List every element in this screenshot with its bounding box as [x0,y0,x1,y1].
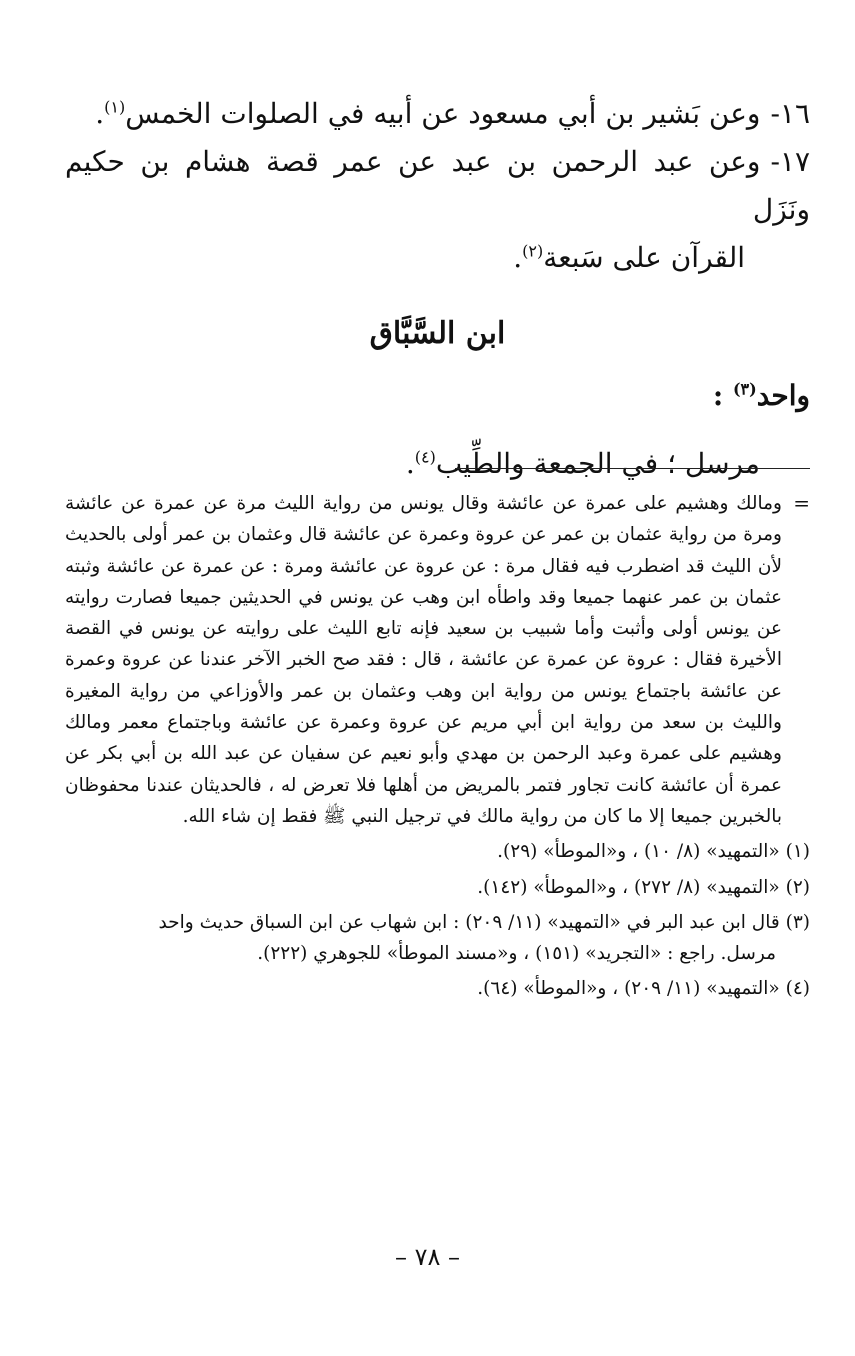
footnote-divider [455,468,810,469]
entry-number: ١٧- [770,145,810,178]
mursal-end: . [405,447,415,480]
entry-end: . [513,241,523,274]
footnote-text: «التمهيد» (٨/ ٢٧٢) ، و«الموطأ» (١٤٢). [477,876,780,898]
mursal-text: مرسل ؛ في الجمعة والطِّيب [435,447,760,480]
page-number: – ٧٨ – [394,1243,461,1271]
count-label [65,372,810,420]
count-colon: : [712,379,724,412]
footnote-text: قال ابن عبد البر في «التمهيد» (١١/ ٢٠٩) : ابن شهاب عن ابن السباق حديث واحد [158,911,780,933]
entry-text-line2: القرآن على سَبعة [543,241,745,274]
footnote-number: (١) [785,841,810,863]
footnote-number: (٣) [785,911,810,933]
entry-17 [65,138,810,282]
section-title: ابن السَّبَّاق [369,316,506,351]
entry-16 [65,90,810,138]
entry-end: . [95,97,105,130]
footnote-text: «التمهيد» (٨/ ١٠) ، و«الموطأ» (٢٩). [497,841,780,863]
entry-number: ١٦- [770,97,810,130]
footnote-continuation [65,488,810,832]
footnote-ref[interactable]: (١) [104,97,126,117]
count-label-text: واحد [756,379,810,412]
entry-text: وعن عبد الرحمن بن عبد عن عمر قصة هشام بن حكيم ونَزَل [65,145,810,226]
footnotes [65,488,810,1005]
continuation-text: ومالك وهشيم على عمرة عن عائشة وقال يونس من رواية الليث مرة عن عمرة عن عائشة ومرة من رواية عثمان بن عمر عن عروة وعمرة عن عائشة قال وعثمان بن عمر أولى بالحديث لأن الليث قد اضطرب فيه فقال مرة : عن عروة عن عائشة ومرة : عن عمرة عن عائشة وثبته عثمان بن عمر عنهما جميعا وقد واطأه ابن وهب عن يونس في الحديثين جميعا فصارت روايته عن يونس أولى وأثبت وأما شبيب بن سعيد فإنه تابع الليث على روايته عن يونس في القصة الأخيرة فقال : عروة عن عمرة عن عائشة ، قال : فقد صح الخبر الآخر عندنا عن عروة وعمرة عن عائشة باجتماع يونس من رواية ابن وهب وعثمان بن عمر والأوزاعي من رواية المغيرة والليث بن سعد من رواية ابن أبي مريم عن عروة وعمرة عن عائشة وباجتماع معمر ومالك وهشيم على عمرة وعبد الرحمن بن مهدي وأبو نعيم عن سفيان عن عبد الله بن أبي بكر عن عمرة أن عائشة كانت تجاور فتمر بالمريض من أهلها فلا تعرض له ، فالحديثان عندنا محفوظان بالخبرين جميعا إلا ما كان من رواية مالك في ترجيل النبي ﷺ فقط إن شاء الله. [65,493,782,827]
continuation-mark: = [793,491,810,515]
page-body [65,90,810,1000]
footnote-number: (٤) [785,978,810,1000]
footnote-text: «التمهيد» (١١/ ٢٠٩) ، و«الموطأ» (٦٤). [477,978,780,1000]
entry-text-continued [65,234,810,282]
footnote-ref[interactable]: (٣) [732,379,757,399]
footnote-ref[interactable]: (٢) [522,241,544,261]
footnote-text-continued: مرسل. راجع : «التجريد» (١٥١) ، و«مسند الموطأ» للجوهري (٢٢٢). [257,943,776,965]
footnote-4 [65,973,810,1004]
footnote-1 [65,836,810,867]
footnote-2 [65,872,810,903]
footnote-number: (٢) [785,876,810,898]
mursal-line [65,440,810,488]
entry-text: وعن بَشير بن أبي مسعود عن أبيه في الصلوات الخمس [125,97,761,130]
footnote-3 [65,907,810,970]
footnote-ref[interactable]: (٤) [414,447,436,467]
